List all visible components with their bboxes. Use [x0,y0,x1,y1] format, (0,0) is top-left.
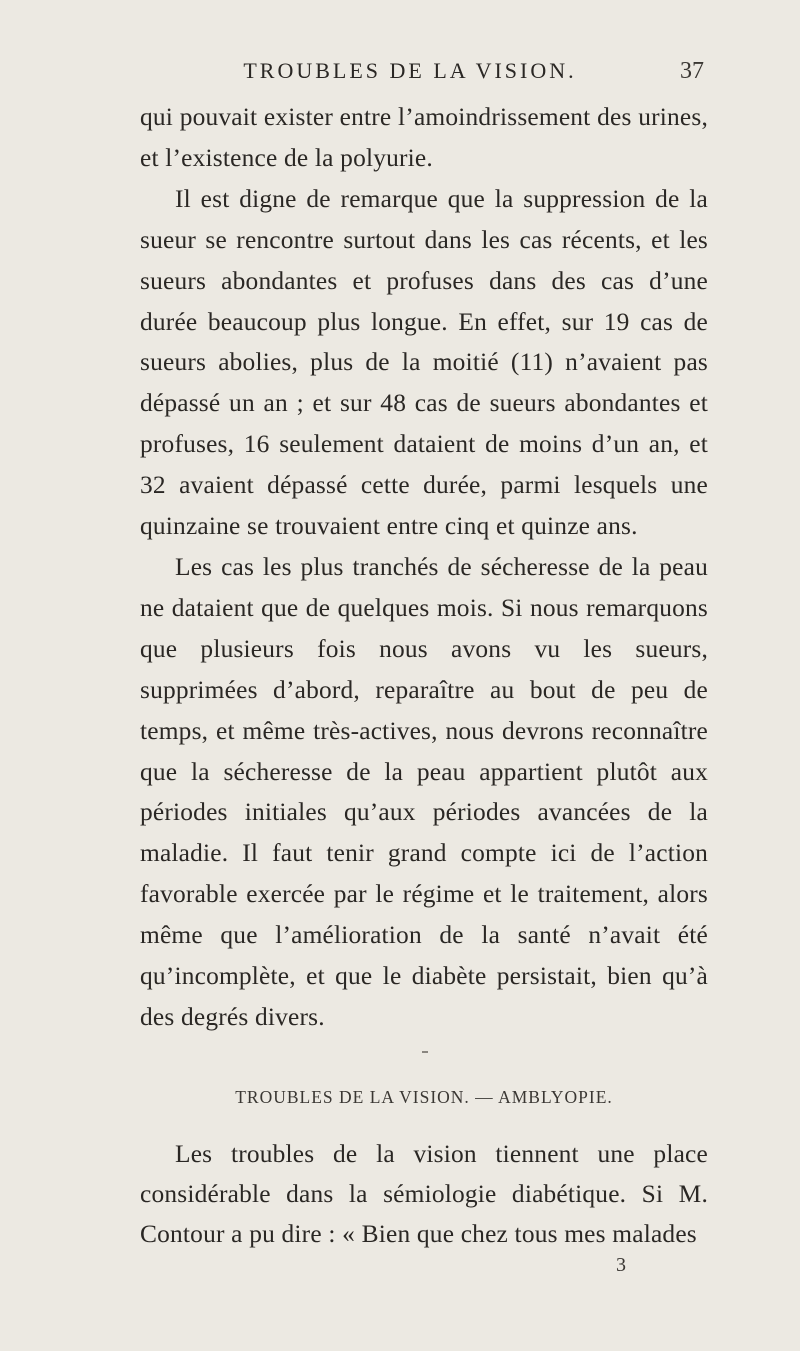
section-text [140,1134,708,1254]
section-heading: TROUBLES DE LA VISION. — AMBLYOPIE. [235,1087,613,1107]
paragraph-sweat: Il est digne de remarque que la suppression de la sueur se rencontre surtout dans les cas récents, et les sueurs abondantes et profuses dans des cas d’une durée beaucoup plus longue. En effet, sur 19 cas de sueurs abolies, plus de la moitié (11) n’avaient pas dépassé un an ; et sur 48 cas de sueurs abondantes et profuses, 16 seulement dataient de moins d’un an, et 32 avaient dépassé cette durée, parmi lesquels une quinzaine se trouvaient entre cinq et quinze ans. [140,184,708,541]
signature-mark: 3 [616,1254,626,1276]
section-divider [422,1051,428,1053]
paragraph-vision: Les troubles de la vision tiennent une place considérable dans la sémiologie diabétique. Si M. Contour a pu dire : « Bien que chez tous mes malades [140,1140,708,1248]
page-number: 37 [680,58,704,84]
running-title: TROUBLES DE LA VISION. [243,58,577,83]
paragraph-dryness: Les cas les plus tranchés de sécheresse de la peau ne dataient que de quelques mois. Si nous remarquons que plusieurs fois nous avons vu les sueurs, supprimées d’abord, reparaître au bout de peu de temps, et même très-actives, nous devrons reconnaître que la sécheresse de la peau appartient plutôt aux périodes initiales qu’aux périodes avancées de la maladie. Il faut tenir grand compte ici de l’action favorable exercée par le régime et le traitement, alors même que l’amélioration de la santé n’avait été qu’incomplète, et que le diabète persistait, bien qu’à des degrés divers. [140,552,708,1031]
paragraph-continuation: qui pouvait exister entre l’amoindrissement des urines, et l’existence de la polyurie. [140,103,708,172]
main-text [140,97,708,1038]
